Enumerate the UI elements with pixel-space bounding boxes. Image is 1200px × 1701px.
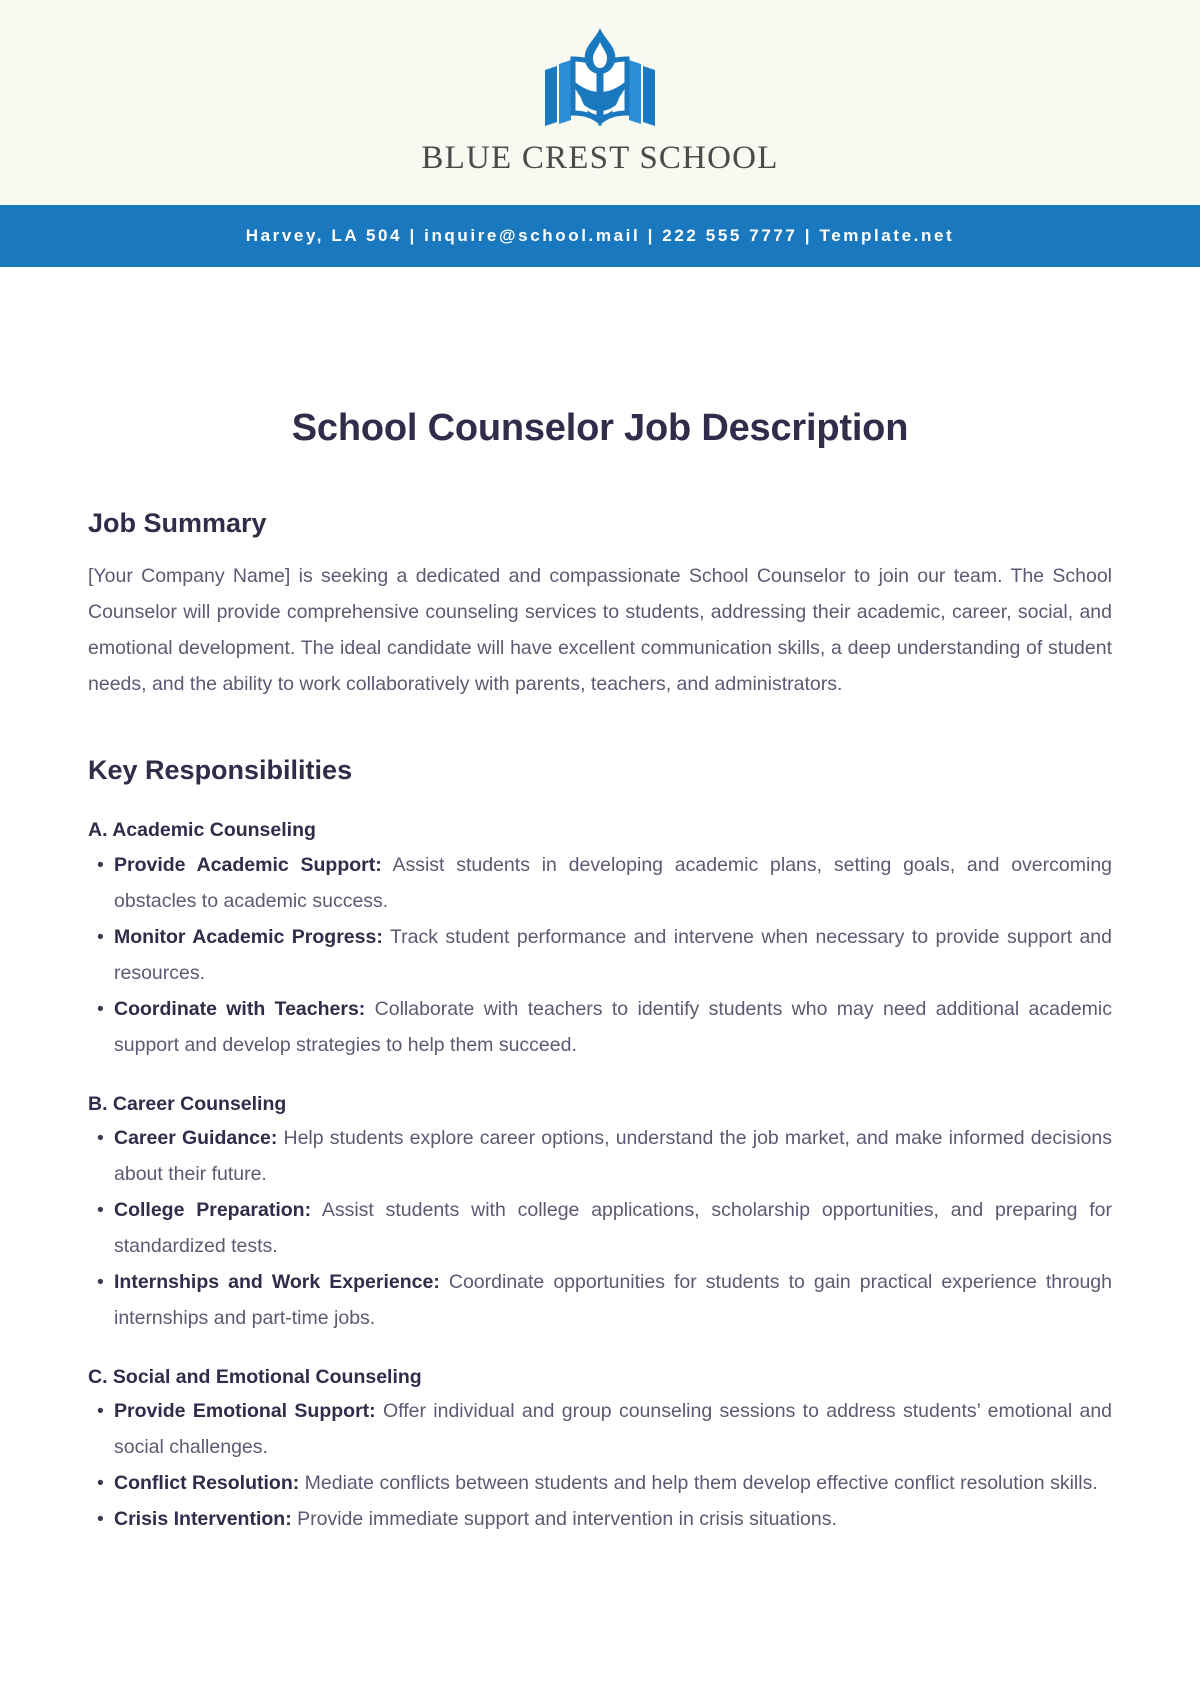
list-item <box>88 1501 1112 1537</box>
bullet-icon: • <box>97 1271 104 1294</box>
list-item-lead: Conflict Resolution: <box>114 1472 300 1495</box>
list-item-lead: Coordinate with Teachers: <box>114 997 366 1020</box>
list-item <box>88 1465 1112 1501</box>
list-item <box>88 847 1112 919</box>
bullet-icon: • <box>97 925 104 948</box>
list-item-text: Assist students with college applications, scholarship opportunities, and preparing for standardized tests. <box>114 1199 1112 1258</box>
subsection-heading: A. Academic Counseling <box>88 819 316 842</box>
school-logo <box>535 26 665 134</box>
subsection-career-counseling <box>88 1063 1112 1336</box>
bullet-icon: • <box>97 1199 104 1222</box>
responsibility-list <box>88 847 1112 1063</box>
list-item-lead: Provide Emotional Support: <box>114 1400 376 1423</box>
list-item-lead: Career Guidance: <box>114 1127 278 1150</box>
list-item-lead: Crisis Intervention: <box>114 1508 292 1531</box>
contact-bar <box>0 205 1200 267</box>
responsibility-list <box>88 1393 1112 1537</box>
list-item-text: Collaborate with teachers to identify students who may need additional academic support and develop strategies to help them succeed. <box>114 997 1112 1056</box>
page-title: School Counselor Job Description <box>291 407 909 449</box>
document-body <box>0 267 1200 1537</box>
job-summary-paragraph: [Your Company Name] is seeking a dedicated and compassionate School Counselor to join our team. The School Counselor will provide comprehensive counseling services to students, addressing their academic, career, social, and emotional development. The ideal candidate will have excellent communication skills, a deep understanding of student needs, and the ability to work collaboratively with parents, teachers, and administrators. <box>88 564 1112 695</box>
list-item <box>88 1264 1112 1336</box>
bullet-icon: • <box>97 1472 104 1495</box>
list-item-text: Provide immediate support and intervention in crisis situations. <box>291 1508 837 1531</box>
list-item <box>88 1393 1112 1465</box>
list-item <box>88 1120 1112 1192</box>
list-item-text: Offer individual and group counseling sessions to address students’ emotional and social challenges. <box>114 1400 1113 1459</box>
bullet-icon: • <box>97 1127 104 1150</box>
contact-info-text: Harvey, LA 504 | inquire@school.mail | 222 555 7777 | Template.net <box>245 226 955 245</box>
responsibility-list <box>88 1120 1112 1336</box>
section-heading-key-responsibilities: Key Responsibilities <box>88 754 353 785</box>
list-item <box>88 919 1112 991</box>
list-item <box>88 1192 1112 1264</box>
list-item <box>88 991 1112 1063</box>
subsection-social-emotional-counseling <box>88 1336 1112 1537</box>
bullet-icon: • <box>97 853 104 876</box>
subsection-heading: C. Social and Emotional Counseling <box>88 1366 422 1389</box>
list-item-lead: Monitor Academic Progress: <box>114 925 383 948</box>
bullet-icon: • <box>97 997 104 1020</box>
list-item-text: Mediate conflicts between students and help them develop effective conflict resolution skills. <box>299 1472 1098 1495</box>
list-item-text: Help students explore career options, understand the job market, and make informed decisions about their future. <box>114 1127 1113 1186</box>
list-item-lead: Provide Academic Support: <box>114 853 382 876</box>
school-name: BLUE CREST SCHOOL <box>421 140 779 176</box>
book-flame-logo-icon <box>535 26 665 134</box>
list-item-lead: College Preparation: <box>114 1199 312 1222</box>
letterhead <box>0 0 1200 205</box>
section-heading-job-summary: Job Summary <box>88 507 267 538</box>
bullet-icon: • <box>97 1508 104 1531</box>
list-item-text: Coordinate opportunities for students to gain practical experience through internships and part-time jobs. <box>114 1271 1112 1330</box>
list-item-lead: Internships and Work Experience: <box>114 1271 440 1294</box>
subsection-academic-counseling <box>88 786 1112 1062</box>
list-item-text: Assist students in developing academic plans, setting goals, and overcoming obstacles to academic success. <box>114 853 1113 912</box>
list-item-text: Track student performance and intervene when necessary to provide support and resources. <box>114 925 1112 984</box>
subsection-heading: B. Career Counseling <box>88 1092 287 1115</box>
bullet-icon: • <box>97 1400 104 1423</box>
